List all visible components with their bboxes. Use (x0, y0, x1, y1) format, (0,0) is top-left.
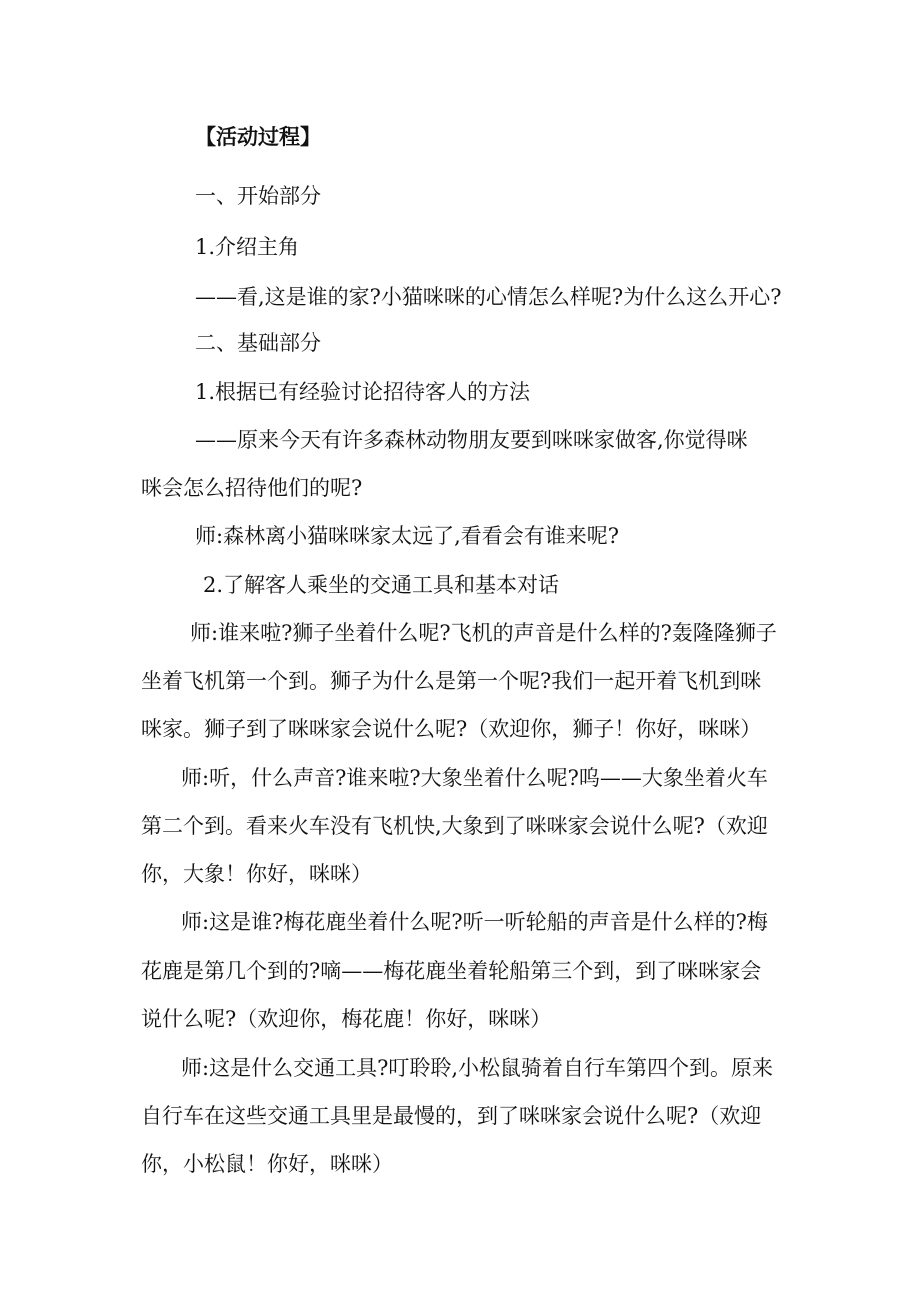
deer-paragraph-line-1: 师:这是谁?梅花鹿坐着什么呢?听一听轮船的声音是什么样的?梅 (181, 910, 768, 934)
squirrel-paragraph-line-1: 师:这是什么交通工具?叮聆聆,小松鼠骑着自行车第四个到。原来 (181, 1056, 774, 1080)
deer-paragraph-line-3: 说什么呢?（欢迎你，梅花鹿！你好，咪咪） (141, 1007, 552, 1031)
item-2-text-line-2: 咪会怎么招待他们的呢? (141, 476, 363, 500)
teacher-forest-line: 师:森林离小猫咪咪家太远了,看看会有谁来呢? (195, 524, 620, 548)
lion-paragraph-line-2: 坐着飞机第一个到。狮子为什么是第一个呢?我们一起开着飞机到咪 (141, 669, 762, 693)
squirrel-paragraph-line-2: 自行车在这些交通工具里是最慢的，到了咪咪家会说什么呢?（欢迎 (141, 1104, 762, 1128)
elephant-paragraph-line-3: 你，大象！你好，咪咪） (141, 862, 372, 886)
lion-paragraph-line-3: 咪家。狮子到了咪咪家会说什么呢?（欢迎你，狮子！你好，咪咪） (141, 717, 762, 741)
item-1-title: 1.介绍主角 (195, 235, 300, 259)
squirrel-paragraph-line-3: 你，小松鼠！你好，咪咪） (141, 1152, 393, 1176)
section-2-title: 二、基础部分 (195, 331, 321, 355)
elephant-paragraph-line-2: 第二个到。看来火车没有飞机快,大象到了咪咪家会说什么呢?（欢迎 (141, 814, 768, 838)
item-2-title: 1.根据已有经验讨论招待客人的方法 (195, 380, 531, 404)
item-1-text: ——看,这是谁的家?小猫咪咪的心情怎么样呢?为什么这么开心? (195, 285, 782, 309)
activity-process-heading: 【活动过程】 (195, 124, 321, 149)
deer-paragraph-line-2: 花鹿是第几个到的?嘀——梅花鹿坐着轮船第三个到，到了咪咪家会 (141, 959, 762, 983)
item-2-text-line-1: ——原来今天有许多森林动物朋友要到咪咪家做客,你觉得咪 (195, 428, 748, 452)
elephant-paragraph-line-1: 师:听，什么声音?谁来啦?大象坐着什么呢?呜——大象坐着火车 (181, 766, 768, 790)
lion-paragraph-line-1: 师:谁来啦?狮子坐着什么呢?飞机的声音是什么样的?轰隆隆狮子 (190, 621, 777, 645)
item-3-title: 2.了解客人乘坐的交通工具和基本对话 (203, 573, 560, 597)
section-1-title: 一、开始部分 (195, 184, 321, 208)
